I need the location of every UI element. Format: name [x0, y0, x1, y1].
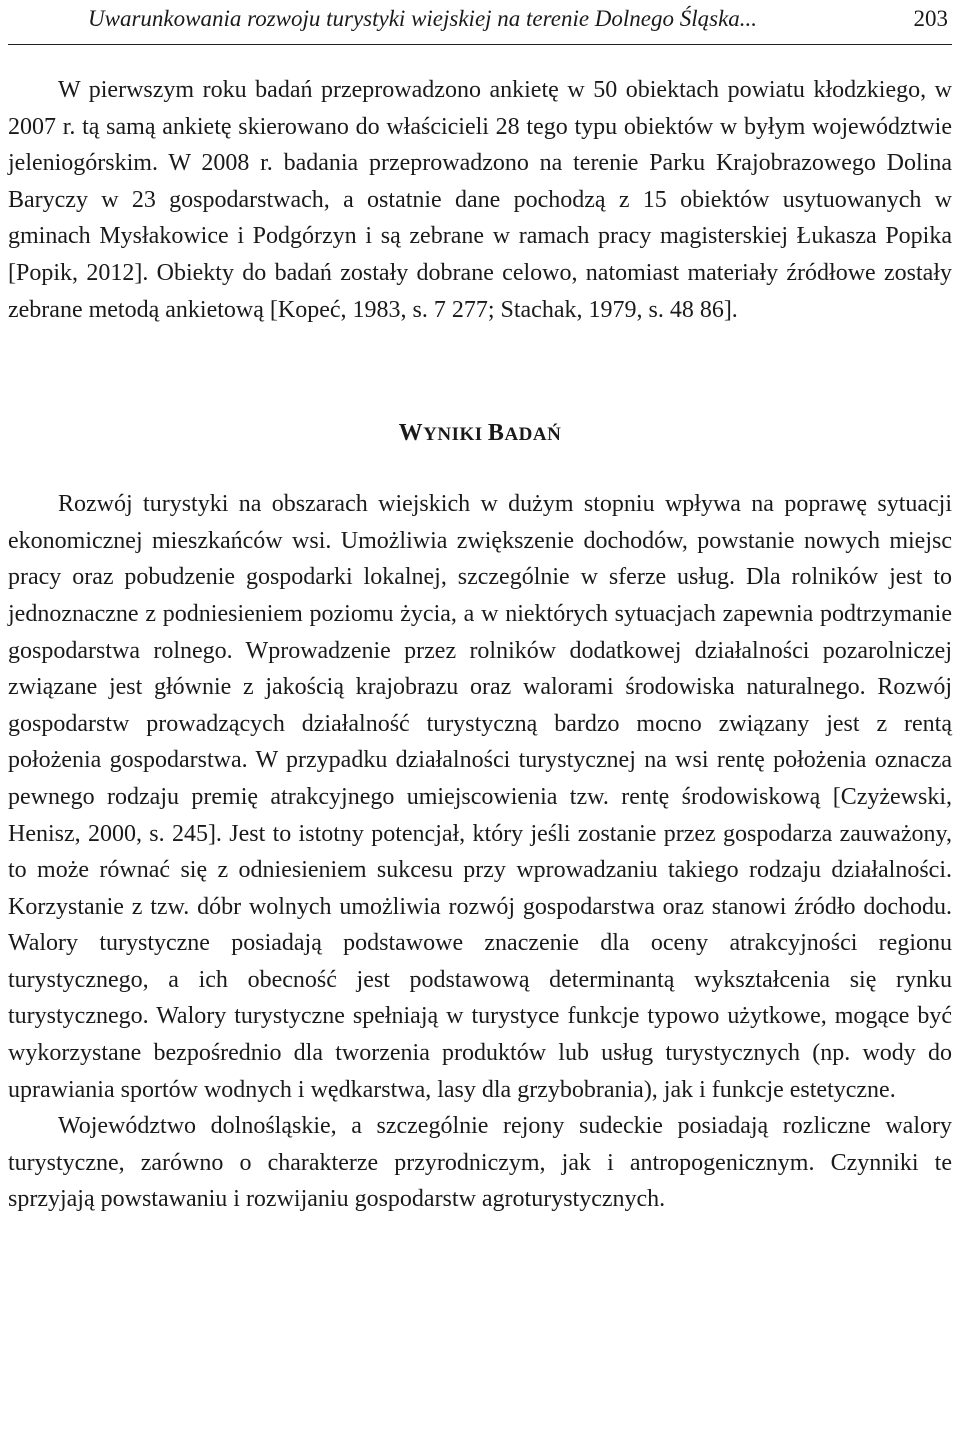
body-paragraph-methodology: W pierwszym roku badań przeprowadzono ankietę w 50 obiektach powiatu kłodzkiego, w 2007 r. tą samą ankietę skierowano do właścicieli 28 tego typu obiektów w byłym województwie jeleniogórskim. W 2008 r. badania przeprowadzono na terenie Parku Krajobrazowego Dolina Baryczy w 23 gospodarstwach, a ostatnie dane pochodzą z 15 obiektów usytuowanych w gminach Mysłakowice i Podgórzyn i są zebrane w ramach pracy magisterskiej Łukasza Popika [Popik, 2012]. Obiekty do badań zostały dobrane celowo, natomiast materiały źródłowe zostały zebrane metodą ankietową [Kopeć, 1983, s. 7 277; Stachak, 1979, s. 48 86]. — [8, 77, 952, 323]
body-paragraph-region: Województwo dolnośląskie, a szczególnie rejony sudeckie posiadają rozliczne walory turystyczne, zarówno o charakterze przyrodniczym, jak i antropogenicznym. Czynniki te sprzyjają powstawaniu i rozwijaniu gospodarstw agroturystycznych. — [8, 1113, 952, 1213]
section-heading-smallcaps-2: ADAŃ — [504, 424, 562, 446]
section-heading-initial-1: W — [398, 420, 424, 447]
document-page — [8, 0, 952, 1218]
running-header — [8, 0, 952, 45]
section-heading — [8, 415, 952, 453]
page-number: 203 — [913, 6, 948, 31]
section-heading-smallcaps-1: YNIKI — [423, 424, 488, 446]
running-title: Uwarunkowania rozwoju turystyki wiejskiej na terenie Dolnego Śląska... — [88, 6, 758, 31]
section-heading-initial-2: B — [487, 420, 505, 447]
body-paragraph-results: Rozwój turystyki na obszarach wiejskich w dużym stopniu wpływa na poprawę sytuacji ekonomicznej mieszkańców wsi. Umożliwia zwiększenie dochodów, powstanie nowych miejsc pracy oraz pobudzenie gospodarki lokalnej, szczególnie w sferze usług. Dla rolników jest to jednoznaczne z podniesieniem poziomu życia, a w niektórych sytuacjach zapewnia podtrzymanie gospodarstwa rolnego. Wprowadzenie przez rolników dodatkowej działalności pozarolniczej związane jest głównie z jakością krajobrazu oraz walorami środowiska naturalnego. Rozwój gospodarstw prowadzących działalność turystyczną bardzo mocno związany jest z rentą położenia gospodarstwa. W przypadku działalności turystycznej na wsi rentę położenia oznacza pewnego rodzaju premię atrakcyjnego umiejscowienia tzw. rentę środowiskową [Czyżewski, Henisz, 2000, s. 245]. Jest to istotny potencjał, który jeśli zostanie przez gospodarza zauważony, to może równać się z odniesieniem sukcesu przy wprowadzaniu takiego rodzaju działalności. Korzystanie z tzw. dóbr wolnych umożliwia rozwój gospodarstwa oraz stanowi źródło dochodu. Walory turystyczne posiadają podstawowe znaczenie dla oceny atrakcyjności regionu turystycznego, a ich obecność jest podstawową determinantą wykształcenia się rynku turystycznego. Walory turystyczne spełniają w turystyce funkcje typowo użytkowe, mogące być wykorzystane bezpośrednio dla tworzenia produktów lub usług turystycznych (np. wody do uprawiania sportów wodnych i wędkarstwa, lasy dla grzybobrania), jak i funkcje estetyczne. — [8, 491, 952, 1103]
